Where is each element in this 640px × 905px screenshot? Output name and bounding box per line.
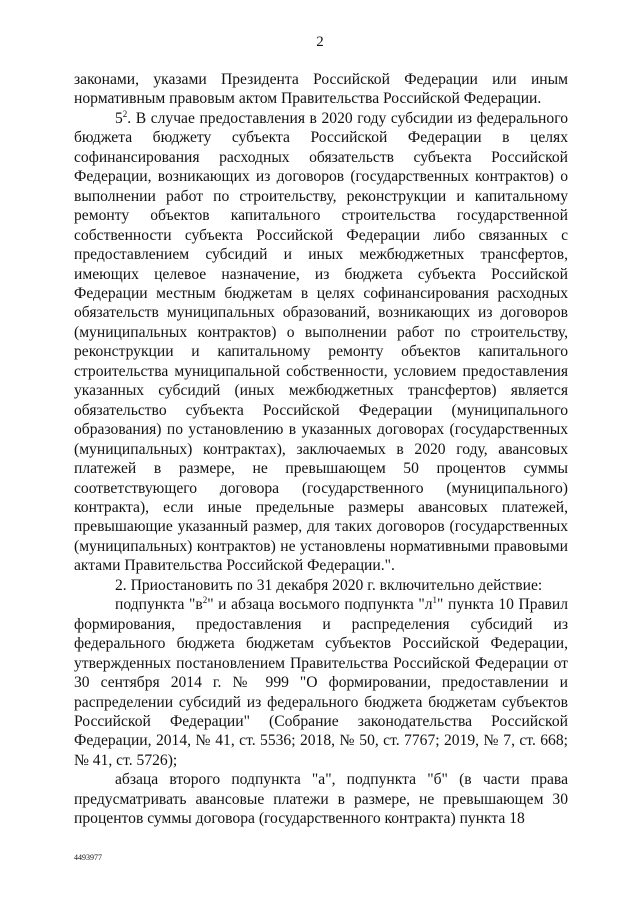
paragraph-5-2 xyxy=(74,109,568,576)
paragraph-abzats-vtorogo xyxy=(74,770,568,828)
paragraph-text-part: подпункта "в xyxy=(115,596,203,614)
paragraph-2-suspend xyxy=(74,576,568,595)
document-body xyxy=(74,70,568,829)
superscript: 2 xyxy=(202,595,208,606)
paragraph-text-part: " пункта 10 Правил формирования, предоставления и распределения субсидий из федерального бюджета бюджетам субъектов Российской Федерации, утвержденных постановлением Правительства Российской Федерации от 30 сентября 2014 г. № 999 "О формировании, предоставлении и распределении субсидий из федерального бюджета бюджетам субъектов Российской Федерации" (Собрание законодательства Российской Федерации, 2014, № 41, ст. 5536; 2018, № 50, ст. 7767; 2019, № 7, ст. 668; № 41, ст. 5726); xyxy=(74,596,568,769)
document-id: 4493977 xyxy=(74,853,102,862)
paragraph-number-superscript: 2 xyxy=(122,108,128,119)
paragraph-text: . В случае предоставления в 2020 году субсидии из федерального бюджета бюджету субъекта Российской Федерации в целях софинансирования расходных обязательств субъекта Российской Федерации, возникающих из договоров (государственных контрактов) о выполнении работ по строительству, реконструкции и капитальному ремонту объектов капитального строительства государственной собственности субъекта Российской Федерации либо связанных с предоставлением субсидий и иных межбюджетных трансфертов, имеющих целевое назначение, из бюджета субъекта Российской Федерации местным бюджетам в целях софинансирования расходных обязательств муниципальных образований, возникающих из договоров (муниципальных контрактов) о выполнении работ по строительству, реконструкции и капитальному ремонту объектов капитального строительства муниципальной собственности, условием предоставления указанных субсидий (иных межбюджетных трансфертов) является обязательство субъекта Российской Федерации (муниципального образования) по установлению в указанных договорах (государственных (муниципальных) контрактах), заключаемых в 2020 году, авансовых платежей в размере, не превышающем 50 процентов суммы соответствующего договора (государственного (муниципального) контракта), если иные предельные размеры авансовых платежей, превышающие указанный размер, для таких договоров (государственных (муниципальных) контрактов) не установлены нормативными правовыми актами Правительства Российской Федерации.". xyxy=(74,109,568,575)
paragraph-continuation xyxy=(74,70,568,109)
paragraph-text: абзаца второго подпункта "а", подпункта "б" (в части права предусматривать авансовые платежи в размере, не превышающем 30 процентов суммы договора (государственного контракта) пункта 18 xyxy=(74,771,568,828)
paragraph-subparagraph-v2 xyxy=(74,595,568,770)
paragraph-number: 5 xyxy=(115,109,123,127)
paragraph-text: законами, указами Президента Российской Федерации или иным нормативным правовым актом Правительства Российской Федерации. xyxy=(74,71,568,108)
paragraph-text-part: " и абзаца восьмого подпункта "л xyxy=(207,596,433,614)
paragraph-text: 2. Приостановить по 31 декабря 2020 г. включительно действие: xyxy=(115,576,543,594)
superscript: 1 xyxy=(432,595,438,606)
page-number: 2 xyxy=(316,34,324,50)
